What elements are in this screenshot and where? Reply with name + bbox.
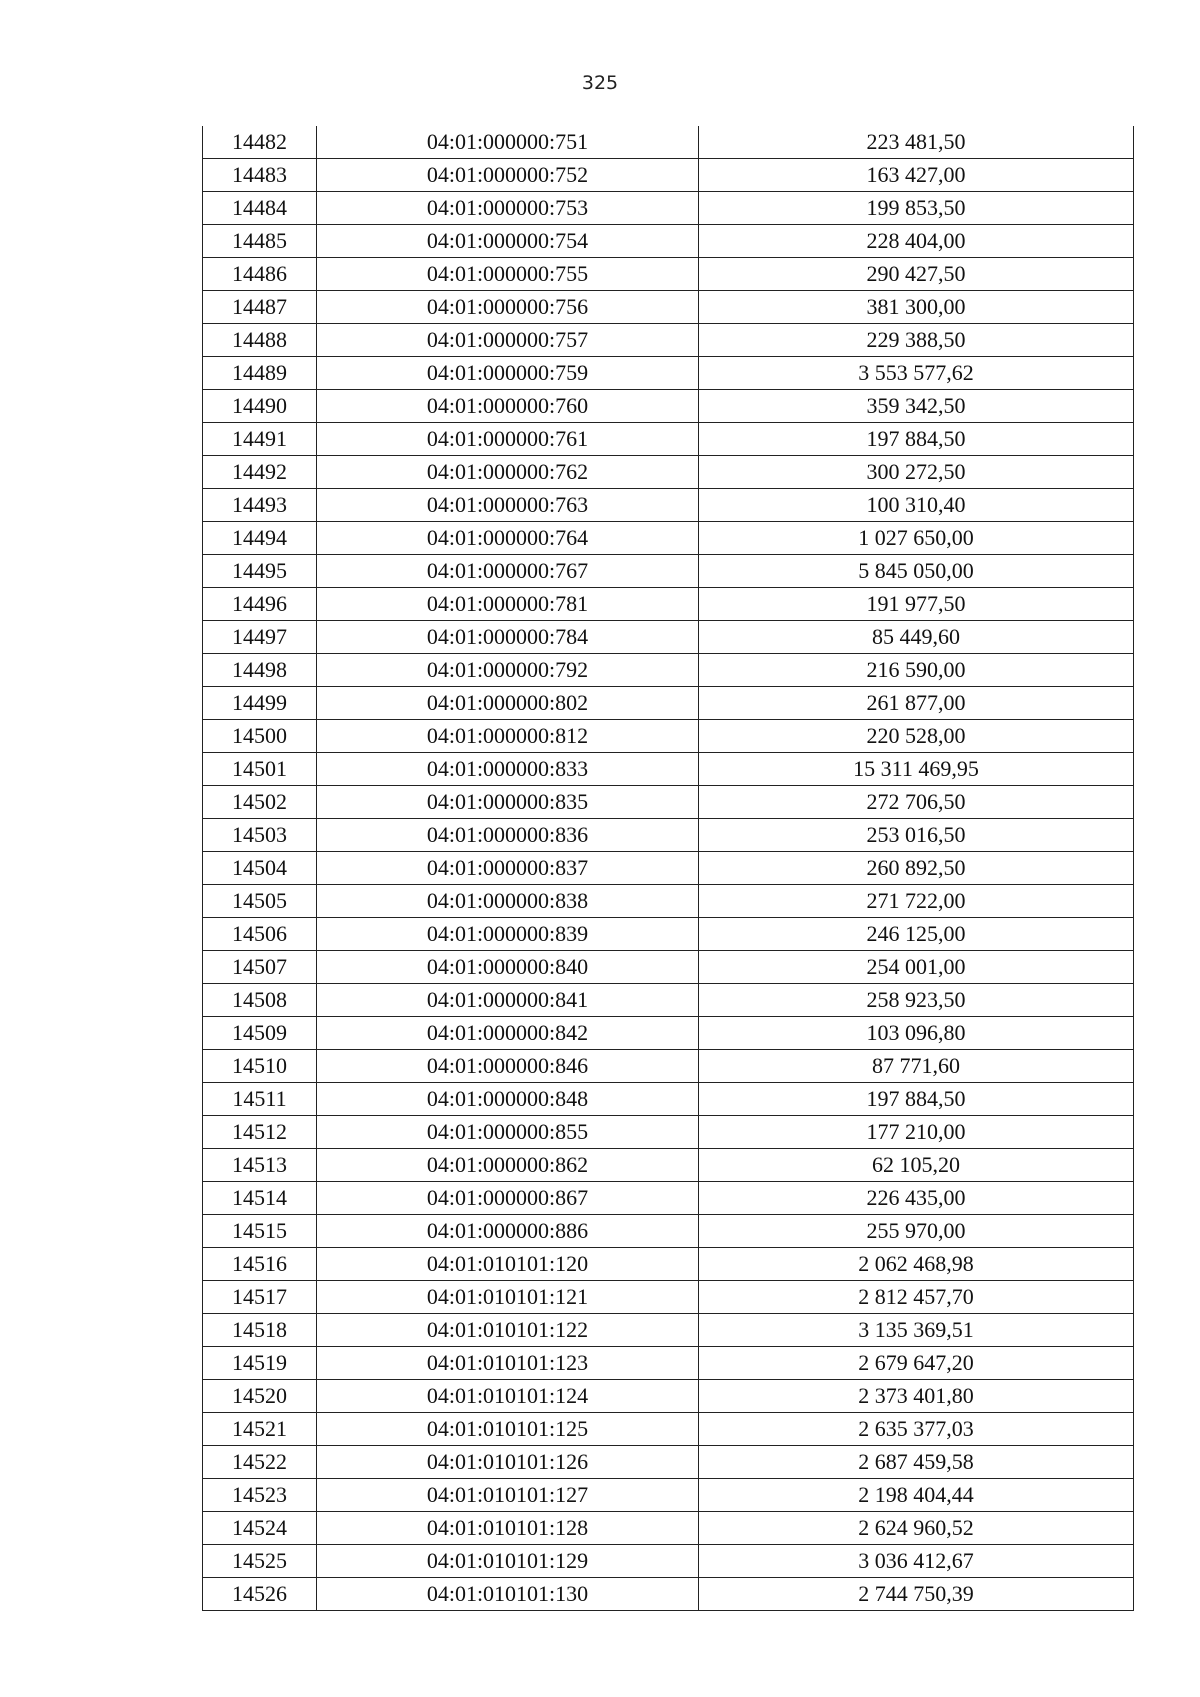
row-number-cell: 14484 <box>203 192 317 225</box>
table-row <box>203 1083 1134 1116</box>
value-cell: 272 706,50 <box>699 786 1134 819</box>
row-number-cell: 14522 <box>203 1446 317 1479</box>
table-row <box>203 1017 1134 1050</box>
row-number-cell: 14506 <box>203 918 317 951</box>
cadastral-number-cell: 04:01:010101:122 <box>317 1314 699 1347</box>
row-number-cell: 14495 <box>203 555 317 588</box>
table-row <box>203 522 1134 555</box>
cadastral-number-cell: 04:01:000000:835 <box>317 786 699 819</box>
row-number-cell: 14501 <box>203 753 317 786</box>
cadastral-number-cell: 04:01:000000:792 <box>317 654 699 687</box>
value-cell: 100 310,40 <box>699 489 1134 522</box>
row-number-cell: 14505 <box>203 885 317 918</box>
cadastral-number-cell: 04:01:000000:760 <box>317 390 699 423</box>
table-row <box>203 588 1134 621</box>
cadastral-number-cell: 04:01:010101:129 <box>317 1545 699 1578</box>
cadastral-number-cell: 04:01:000000:767 <box>317 555 699 588</box>
table-row <box>203 621 1134 654</box>
table-row <box>203 918 1134 951</box>
value-cell: 163 427,00 <box>699 159 1134 192</box>
row-number-cell: 14525 <box>203 1545 317 1578</box>
table-row <box>203 1215 1134 1248</box>
row-number-cell: 14507 <box>203 951 317 984</box>
value-cell: 2 679 647,20 <box>699 1347 1134 1380</box>
value-cell: 2 062 468,98 <box>699 1248 1134 1281</box>
value-cell: 260 892,50 <box>699 852 1134 885</box>
value-cell: 1 027 650,00 <box>699 522 1134 555</box>
cadastral-number-cell: 04:01:000000:833 <box>317 753 699 786</box>
row-number-cell: 14518 <box>203 1314 317 1347</box>
value-cell: 85 449,60 <box>699 621 1134 654</box>
cadastral-number-cell: 04:01:000000:840 <box>317 951 699 984</box>
value-cell: 177 210,00 <box>699 1116 1134 1149</box>
table-row <box>203 1248 1134 1281</box>
table-row <box>203 753 1134 786</box>
value-cell: 3 135 369,51 <box>699 1314 1134 1347</box>
table-row <box>203 1413 1134 1446</box>
table-row <box>203 225 1134 258</box>
cadastral-number-cell: 04:01:000000:752 <box>317 159 699 192</box>
row-number-cell: 14482 <box>203 126 317 159</box>
table-row <box>203 126 1134 159</box>
table-row <box>203 291 1134 324</box>
table-row <box>203 258 1134 291</box>
table-row <box>203 1479 1134 1512</box>
value-cell: 300 272,50 <box>699 456 1134 489</box>
row-number-cell: 14515 <box>203 1215 317 1248</box>
value-cell: 258 923,50 <box>699 984 1134 1017</box>
table-row <box>203 159 1134 192</box>
cadastral-number-cell: 04:01:000000:751 <box>317 126 699 159</box>
cadastral-number-cell: 04:01:010101:120 <box>317 1248 699 1281</box>
row-number-cell: 14494 <box>203 522 317 555</box>
value-cell: 199 853,50 <box>699 192 1134 225</box>
value-cell: 246 125,00 <box>699 918 1134 951</box>
table-row <box>203 1347 1134 1380</box>
table-row <box>203 423 1134 456</box>
cadastral-number-cell: 04:01:010101:130 <box>317 1578 699 1611</box>
row-number-cell: 14491 <box>203 423 317 456</box>
cadastral-number-cell: 04:01:010101:127 <box>317 1479 699 1512</box>
row-number-cell: 14513 <box>203 1149 317 1182</box>
cadastral-number-cell: 04:01:010101:128 <box>317 1512 699 1545</box>
table-row <box>203 984 1134 1017</box>
table-row <box>203 456 1134 489</box>
cadastral-number-cell: 04:01:010101:121 <box>317 1281 699 1314</box>
value-cell: 197 884,50 <box>699 1083 1134 1116</box>
table-row <box>203 489 1134 522</box>
value-cell: 255 970,00 <box>699 1215 1134 1248</box>
table-row <box>203 1281 1134 1314</box>
cadastral-number-cell: 04:01:000000:763 <box>317 489 699 522</box>
row-number-cell: 14509 <box>203 1017 317 1050</box>
value-cell: 223 481,50 <box>699 126 1134 159</box>
table-row <box>203 1578 1134 1611</box>
cadastral-number-cell: 04:01:000000:802 <box>317 687 699 720</box>
table-row <box>203 555 1134 588</box>
row-number-cell: 14526 <box>203 1578 317 1611</box>
row-number-cell: 14487 <box>203 291 317 324</box>
row-number-cell: 14517 <box>203 1281 317 1314</box>
table-row <box>203 1545 1134 1578</box>
row-number-cell: 14497 <box>203 621 317 654</box>
cadastral-number-cell: 04:01:000000:848 <box>317 1083 699 1116</box>
cadastral-number-cell: 04:01:000000:761 <box>317 423 699 456</box>
table-row <box>203 885 1134 918</box>
table-row <box>203 1149 1134 1182</box>
value-cell: 15 311 469,95 <box>699 753 1134 786</box>
cadastral-number-cell: 04:01:000000:867 <box>317 1182 699 1215</box>
table-row <box>203 654 1134 687</box>
table-row <box>203 1380 1134 1413</box>
value-cell: 5 845 050,00 <box>699 555 1134 588</box>
cadastral-number-cell: 04:01:000000:757 <box>317 324 699 357</box>
cadastral-number-cell: 04:01:010101:124 <box>317 1380 699 1413</box>
value-cell: 229 388,50 <box>699 324 1134 357</box>
value-cell: 191 977,50 <box>699 588 1134 621</box>
cadastral-number-cell: 04:01:000000:812 <box>317 720 699 753</box>
value-cell: 103 096,80 <box>699 1017 1134 1050</box>
row-number-cell: 14498 <box>203 654 317 687</box>
value-cell: 2 812 457,70 <box>699 1281 1134 1314</box>
cadastral-number-cell: 04:01:000000:841 <box>317 984 699 1017</box>
table-row <box>203 357 1134 390</box>
table-row <box>203 687 1134 720</box>
table-row <box>203 1116 1134 1149</box>
row-number-cell: 14508 <box>203 984 317 1017</box>
cadastral-number-cell: 04:01:000000:762 <box>317 456 699 489</box>
value-cell: 2 744 750,39 <box>699 1578 1134 1611</box>
value-cell: 381 300,00 <box>699 291 1134 324</box>
value-cell: 2 624 960,52 <box>699 1512 1134 1545</box>
table-row <box>203 1050 1134 1083</box>
table-row <box>203 1182 1134 1215</box>
cadastral-number-cell: 04:01:000000:839 <box>317 918 699 951</box>
table-body <box>203 126 1134 1611</box>
row-number-cell: 14512 <box>203 1116 317 1149</box>
table-row <box>203 192 1134 225</box>
value-cell: 2 198 404,44 <box>699 1479 1134 1512</box>
cadastral-number-cell: 04:01:000000:784 <box>317 621 699 654</box>
value-cell: 220 528,00 <box>699 720 1134 753</box>
table-row <box>203 786 1134 819</box>
row-number-cell: 14500 <box>203 720 317 753</box>
value-cell: 261 877,00 <box>699 687 1134 720</box>
cadastral-number-cell: 04:01:010101:125 <box>317 1413 699 1446</box>
cadastral-number-cell: 04:01:000000:754 <box>317 225 699 258</box>
row-number-cell: 14493 <box>203 489 317 522</box>
cadastral-number-cell: 04:01:000000:759 <box>317 357 699 390</box>
cadastral-number-cell: 04:01:000000:756 <box>317 291 699 324</box>
value-cell: 253 016,50 <box>699 819 1134 852</box>
table-row <box>203 324 1134 357</box>
table-row <box>203 1512 1134 1545</box>
table-row <box>203 1314 1134 1347</box>
table-row <box>203 951 1134 984</box>
cadastral-number-cell: 04:01:010101:123 <box>317 1347 699 1380</box>
value-cell: 216 590,00 <box>699 654 1134 687</box>
row-number-cell: 14485 <box>203 225 317 258</box>
cadastral-number-cell: 04:01:000000:838 <box>317 885 699 918</box>
cadastral-number-cell: 04:01:010101:126 <box>317 1446 699 1479</box>
cadastral-number-cell: 04:01:000000:886 <box>317 1215 699 1248</box>
table-row <box>203 720 1134 753</box>
value-cell: 2 687 459,58 <box>699 1446 1134 1479</box>
row-number-cell: 14521 <box>203 1413 317 1446</box>
cadastral-number-cell: 04:01:000000:764 <box>317 522 699 555</box>
row-number-cell: 14514 <box>203 1182 317 1215</box>
value-cell: 226 435,00 <box>699 1182 1134 1215</box>
page-number: 325 <box>581 72 619 94</box>
value-cell: 359 342,50 <box>699 390 1134 423</box>
row-number-cell: 14489 <box>203 357 317 390</box>
value-cell: 2 373 401,80 <box>699 1380 1134 1413</box>
cadastral-number-cell: 04:01:000000:862 <box>317 1149 699 1182</box>
value-cell: 228 404,00 <box>699 225 1134 258</box>
value-cell: 2 635 377,03 <box>699 1413 1134 1446</box>
row-number-cell: 14488 <box>203 324 317 357</box>
row-number-cell: 14483 <box>203 159 317 192</box>
value-cell: 87 771,60 <box>699 1050 1134 1083</box>
cadastral-number-cell: 04:01:000000:837 <box>317 852 699 885</box>
row-number-cell: 14492 <box>203 456 317 489</box>
value-cell: 197 884,50 <box>699 423 1134 456</box>
row-number-cell: 14502 <box>203 786 317 819</box>
table-row <box>203 390 1134 423</box>
row-number-cell: 14486 <box>203 258 317 291</box>
row-number-cell: 14499 <box>203 687 317 720</box>
cadastral-number-cell: 04:01:000000:753 <box>317 192 699 225</box>
row-number-cell: 14516 <box>203 1248 317 1281</box>
cadastral-number-cell: 04:01:000000:855 <box>317 1116 699 1149</box>
cadastral-number-cell: 04:01:000000:836 <box>317 819 699 852</box>
value-cell: 271 722,00 <box>699 885 1134 918</box>
table-row <box>203 819 1134 852</box>
row-number-cell: 14503 <box>203 819 317 852</box>
row-number-cell: 14510 <box>203 1050 317 1083</box>
value-cell: 3 553 577,62 <box>699 357 1134 390</box>
value-cell: 290 427,50 <box>699 258 1134 291</box>
value-cell: 254 001,00 <box>699 951 1134 984</box>
row-number-cell: 14504 <box>203 852 317 885</box>
value-cell: 62 105,20 <box>699 1149 1134 1182</box>
cadastral-number-cell: 04:01:000000:755 <box>317 258 699 291</box>
value-cell: 3 036 412,67 <box>699 1545 1134 1578</box>
cadastral-number-cell: 04:01:000000:842 <box>317 1017 699 1050</box>
row-number-cell: 14490 <box>203 390 317 423</box>
table-row <box>203 1446 1134 1479</box>
row-number-cell: 14523 <box>203 1479 317 1512</box>
row-number-cell: 14519 <box>203 1347 317 1380</box>
cadastral-number-cell: 04:01:000000:846 <box>317 1050 699 1083</box>
cadastral-number-cell: 04:01:000000:781 <box>317 588 699 621</box>
row-number-cell: 14496 <box>203 588 317 621</box>
row-number-cell: 14524 <box>203 1512 317 1545</box>
table-row <box>203 852 1134 885</box>
row-number-cell: 14520 <box>203 1380 317 1413</box>
row-number-cell: 14511 <box>203 1083 317 1116</box>
registry-table <box>202 126 1134 1611</box>
